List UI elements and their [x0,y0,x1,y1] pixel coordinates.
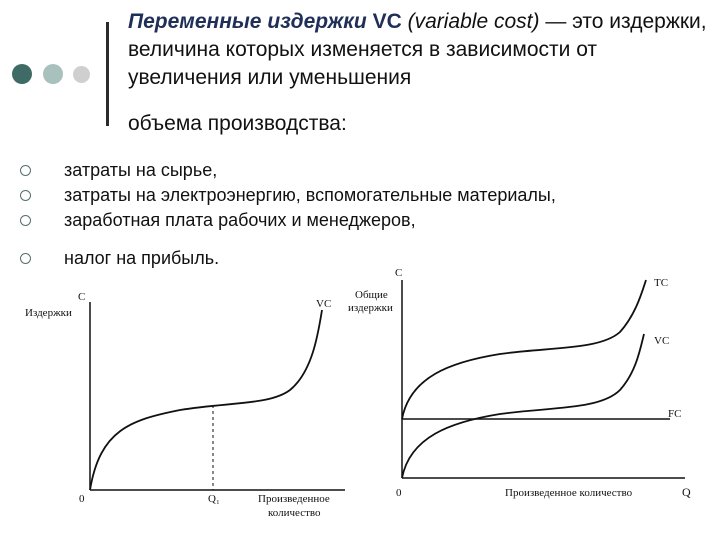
total-cost-graph [340,262,720,540]
vc-graph [0,280,370,540]
vc-curve [90,310,322,490]
cost-list [20,158,556,271]
q1-label: Q₁ [208,493,220,505]
y-axis-letter: C [78,291,86,303]
slide-title [128,8,708,138]
origin-label: 0 [79,493,85,505]
title-english: (variable cost) [401,10,540,33]
y-axis-label: Общие [355,289,388,301]
vc-curve [402,334,644,478]
list-item [20,158,556,183]
vc-label: VC [654,335,670,347]
decor-dot-light [43,64,63,84]
tc-label: TC [654,277,669,289]
title-definition: — это издержки, величина которых изменяется в зависимости от увеличения или уменьшения [128,10,707,89]
title-term: Переменные издержки [128,10,373,33]
title-abbr: VC [372,10,402,33]
q-label: Q [682,485,691,499]
bullet-circle-icon [20,215,31,226]
bullet-circle-icon [20,190,31,201]
y-axis-label: Издержки [25,307,72,319]
fc-label: FC [668,408,682,420]
list-item [20,183,556,208]
title-divider [106,22,109,126]
list-item-text: затраты на электроэнергию, вспомогательные материалы, [64,185,556,205]
x-axis-label: Произведенное [258,493,330,505]
x-axis-label-2: количество [268,507,321,519]
x-axis-label: Произведенное количество [505,487,633,499]
list-item-text: заработная плата рабочих и менеджеров, [64,210,416,230]
decor-dot-dark [12,64,32,84]
bullet-circle-icon [20,253,31,264]
list-item-text: затраты на сырье, [64,160,218,180]
origin-label: 0 [396,487,402,499]
list-item-text: налог на прибыль. [64,248,220,268]
y-axis-label-2: издержки [348,302,393,314]
title-last-line: объема производства: [128,112,347,135]
decor-dot-gray [73,66,90,83]
vc-label: VC [316,298,332,310]
bullet-circle-icon [20,165,31,176]
y-axis-letter: C [395,267,403,279]
list-item [20,208,556,233]
